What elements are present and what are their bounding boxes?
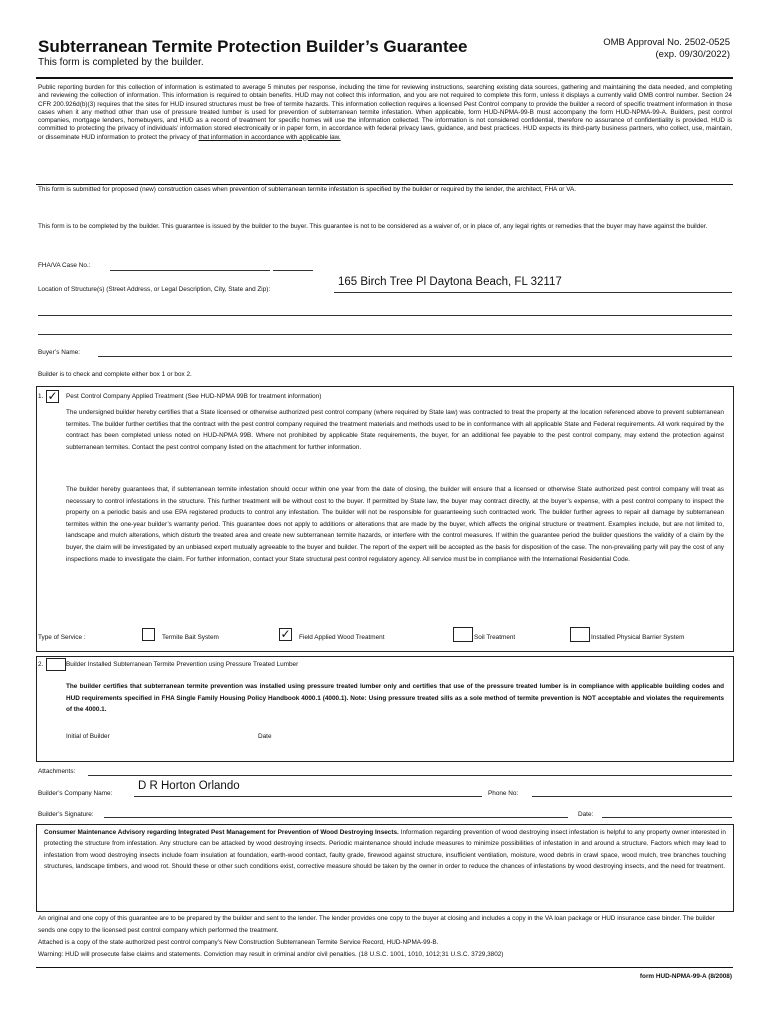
option-2-heading: Builder Installed Subterranean Termite Prevention using Pressure Treated Lumber [66,661,299,668]
signature-date-label: Date: [578,811,594,818]
service-bait-label: Termite Bait System [162,634,219,641]
checkmark-icon: ✓ [280,627,291,641]
burden-statement [38,84,732,142]
location-label: Location of Structure(s) (Street Address, or Legal Description, City, State and Zip): [38,286,271,293]
case-no-field[interactable] [110,270,270,271]
location-field-line1[interactable] [334,292,732,293]
attachments-label: Attachments: [38,768,76,775]
footer-warning: Warning: HUD will prosecute false claims and statements. Conviction may result in criminal and/or civil penalties. (18 U.S.C. 1001, 1010, 1012;31 U.S.C. 3729,3802) [38,951,504,958]
service-wood-label: Field Applied Wood Treatment [299,634,385,641]
service-soil-label: Soil Treatment [474,634,516,641]
advisory-heading: Consumer Maintenance Advisory regarding Integrated Pest Management for Prevention of Wood Destroying Insects. [44,829,399,836]
option-1-guarantee: The builder hereby guarantees that, if subterranean termite infestation should occur within one year from the date of closing, the builder will ensure that a licensed or otherwise State authorized pest control company will treat as necessary to control infestations in the structure. This further treatment will be without cost to the buyer. If permitted by State law, the buyer may contract directly, at the buyer’s expense, with a pest control company to inspect the property on a periodic basis and use EPA registered products to control any infestation. The builder will not be responsible for guaranteeing such contracted work. The builder further agrees to repair all damage by subterranean termites within the one-year builder’s warranty period. This guarantee does not apply to additions or alterations that are made by the buyer, which affects the original structure or treatment. Examples include, but are not limited to, landscape and mulch alterations, which disturb the treated area and create new subterranean termite hazards, or interfere with the control measures. If within the guarantee period the builder questions the validity of a claim by the buyer, the claim will be investigated by an unbiased expert mutually agreeable to the buyer and builder. The report of the expert will be accepted as the basis for disposition of the case. The non-prevailing party will pay the cost of any inspections made to investigate the claim. For further information, contact your State structural pest control regulatory agency. All service must be in compliance with the International Residential Code. [66,486,724,563]
advisory-text [44,827,726,873]
omb-expiration: (exp. 09/30/2022) [655,49,730,60]
signature-date-field[interactable] [602,817,732,818]
option-1-certification: The undersigned builder hereby certifies that a State licensed or otherwise authorized pest control company (where required by State law) was contracted to treat the property at the location referenced above to prevent subterranean termites. The builder further certifies that the contract with the pest control company required the treatment materials and methods used to be in conformance with all applicable State and Federal requirements. All work required by the contract has been completed unless noted on HUD-NPMA 99B. Where not prohibited by applicable State requirements, the buyer, for an additional fee payable to the pest control company, may extend the protection against subterranean termites. Contact the pest control company listed on the attachment for further information. [66,409,724,451]
attachments-field[interactable] [88,775,732,776]
checkmark-icon: ✓ [47,389,58,403]
form-subtitle: This form is completed by the builder. [38,57,204,68]
option-1-heading: Pest Control Company Applied Treatment (See HUD-NPMA 99B for treatment information) [66,393,322,400]
option-2-date-label: Date [258,733,272,740]
company-name-label: Builder’s Company Name: [38,790,113,797]
signature-label: Builder’s Signature: [38,811,94,818]
builder-instruction: Builder is to check and complete either box 1 or box 2. [38,371,192,378]
footer-distribution: An original and one copy of this guarantee are to be prepared by the builder and sent to the lender. The lender provides one copy to the buyer at closing and includes a copy in the VA loan package or HUD insurance case binder. The builder sends one copy to the licensed pest control company which performed the treatment. [38,915,715,934]
option-2-number: 2. [38,661,44,668]
header-rule [36,77,733,79]
location-field-line2[interactable] [38,315,732,316]
company-name-value[interactable]: D R Horton Orlando [138,780,240,792]
service-type-label: Type of Service : [38,634,86,641]
buyer-name-field[interactable] [98,356,732,357]
builder-initial-label: Initial of Builder [66,733,110,740]
omb-number: OMB Approval No. 2502-0525 [603,37,730,48]
signature-field[interactable] [104,817,568,818]
case-no-label: FHA/VA Case No.: [38,262,91,269]
phone-field[interactable] [532,796,732,797]
burden-underlined: that information in accordance with applicable law. [198,133,341,141]
location-value[interactable]: 165 Birch Tree Pl Daytona Beach, FL 32117 [338,276,562,288]
service-bait-checkbox[interactable] [142,628,155,641]
purpose-statement: This form is submitted for proposed (new) construction cases when prevention of subterranean termite infestation is specified by the builder or required by the lender, the architect, FHA or VA. [38,186,577,193]
service-soil-checkbox[interactable] [453,627,473,642]
burden-rule [36,184,733,185]
advisory-body: Information regarding prevention of wood destroying insect infestation is helpful to any property owner interested in protecting the structure from infestation. Any structure can be attacked by wood destroying insects. Periodic maintenance should include measures to minimize possibilities of infestation in and around a structure. Factors which may lead to infestation from wood destroying insects include foam insulation at foundation, earth-wood contact, faulty grade, firewood against structure, insufficient ventilation, moisture, wood debris in crawl space, wood mulch, tree branches touching structures, landscape timbers, and wood rot. Should these or other such conditions exist, corrective measure should be taken by the owner in order to reduce the chances of infestations by wood destroying insects, and the need for treatment. [44,829,726,871]
form-title: Subterranean Termite Protection Builder’s Guarantee [38,37,468,56]
service-barrier-checkbox[interactable] [570,627,590,642]
buyer-name-label: Buyer’s Name: [38,349,81,356]
option-2-certification: The builder certifies that subterranean termite prevention was installed using pressure treated lumber only and certifies that use of the pressure treated lumber is in compliance with applicable building codes and HUD requirements specified in FHA Single Family Housing Policy Handbook 4000.1 (4000.1). Note: Using pressure treated sills as a sole method of termite prevention is NOT acceptable and violates the requirements of the 4000.1. [66,683,724,714]
service-wood-checkbox[interactable] [279,628,292,641]
company-name-field[interactable] [134,796,482,797]
footer-rule [36,967,733,968]
burden-text: Public reporting burden for this collection of information is estimated to average 5 minutes per response, including the time for reviewing instructions, searching existing data sources, gathering and maintaining the data needed, and completing and reviewing the collection of information. This information is required to obtain benefits. HUD may not collect this information, and you are not required to complete this form, unless it displays a currently valid OMB control number. Section 24 CFR 200.926d(b)(3) requires that the sites for HUD insured structures must be free of termite hazards. This information collection requires a licensed Pest Control company to provide the builder a record of specific treatment information in those cases when it any method other than use of pressure treated lumber is used for prevention of subterranean termite infestation. When applicable, form HUD-NPMA-99-B must accompany the form HUD-NPMA-99-A. Builders, pest control companies, mortgage lenders, homebuyers, and HUD as a record of treatment for specific homes will use the information collected. The information is not considered confidential, therefore no assurance of confidentiality is provided. HUD is committed to protecting the privacy of individuals’ information stored electronically or in paper form, in accordance with federal privacy laws, guidance, and best practices. HUD expects its third-party business partners, who collect, use, maintain, or disseminate HUD information to protect the privacy of [38,84,732,141]
phone-label: Phone No: [488,790,519,797]
service-barrier-label: Installed Physical Barrier System [591,634,685,641]
omb-approval [582,37,730,61]
footer-attachment-note: Attached is a copy of the state authorized pest control company’s New Construction Subterranean Termite Service Record, HUD-NPMA-99-B. [38,939,439,946]
case-no-suffix-field[interactable] [273,270,313,271]
option-2-checkbox[interactable] [46,658,66,671]
option-1-number: 1. [38,393,44,400]
location-field-line3[interactable] [38,334,732,335]
intro-statement: This form is to be completed by the builder. This guarantee is issued by the builder to the buyer. This guarantee is not to be considered as a waiver of, or in place of, any legal rights or remedies that the buyer may have against the builder. [38,223,708,230]
form-id: form HUD-NPMA-99-A (8/2008) [639,973,732,980]
option-1-checkbox[interactable] [46,390,59,403]
